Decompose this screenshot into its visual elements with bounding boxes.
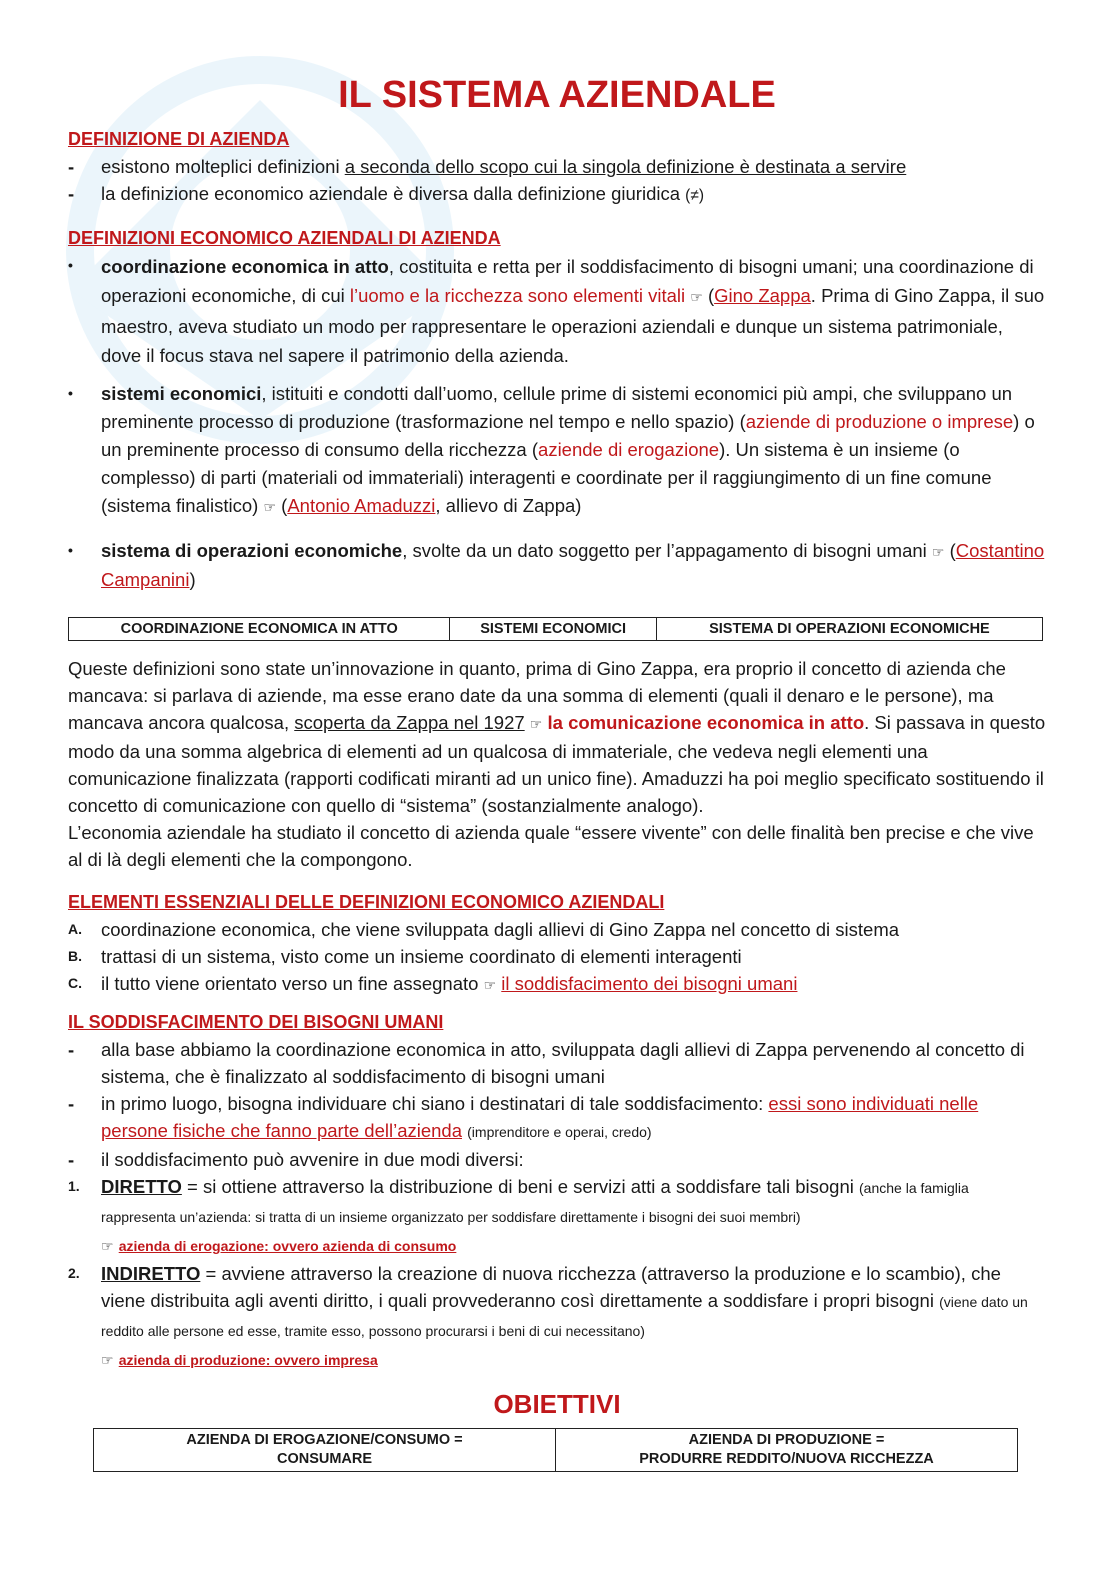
letter-marker: A. — [68, 921, 82, 937]
letter-marker: B. — [68, 948, 82, 964]
bullet-marker: • — [68, 385, 73, 401]
pointing-hand-icon: ☞ — [101, 1238, 114, 1254]
body-paragraph: L’economia aziendale ha studiato il concetto di azienda quale “essere vivente” con delle finalità ben precise e che vive al di là degli elementi che la compongono. — [68, 822, 1034, 870]
pointing-hand-icon: ☞ — [690, 289, 703, 305]
list-item-text: alla base abbiamo la coordinazione economica in atto, sviluppata dagli allievi di Zappa pervenendo al concetto di sistema, che è finalizzato al soddisfacimento di bisogni umani — [101, 1039, 1025, 1087]
dash-marker: - — [68, 1093, 75, 1114]
bullet-marker: • — [68, 257, 73, 273]
list-item-text: coordinazione economica, che viene sviluppata dagli allievi di Gino Zappa nel concetto di sistema — [101, 919, 900, 940]
body-paragraph: Queste definizioni sono state un’innovazione in quanto, prima di Gino Zappa, era proprio il concetto di azienda che mancava: si parlava di aziende, ma esse erano date da una somma di elementi (quali il denaro e le persone), ma mancava ancora qualcosa, scoperta da Zappa nel 1927 ☞ la comunicazione economica in atto. Si passava in questo modo da una somma algebrica di elementi ad un qualcosa di immateriale, che vedeva negli elementi una comunicazione finalizzata (rapporti codificati miranti ad un unico fine). Amaduzzi ha poi meglio specificato sostituendo il concetto di comunicazione con quello di “sistema” (sostanzialmente analogo). — [68, 658, 1046, 816]
letter-marker: C. — [68, 975, 82, 991]
section-heading-soddisfacimento: IL SODDISFACIMENTO DEI BISOGNI UMANI — [68, 1012, 444, 1032]
pointing-hand-icon: ☞ — [101, 1352, 114, 1368]
table-cell: AZIENDA DI PRODUZIONE = PRODURRE REDDITO/NUOVA RICCHEZZA — [556, 1429, 1018, 1472]
list-item — [68, 537, 1046, 593]
table-cell: SISTEMI ECONOMICI — [450, 618, 656, 641]
list-item — [68, 1260, 1046, 1374]
pointing-hand-icon: ☞ — [529, 716, 543, 732]
list-item — [68, 916, 1046, 943]
list-item-text: il soddisfacimento può avvenire in due modi diversi: — [101, 1149, 524, 1170]
list-item — [68, 1090, 1046, 1146]
dash-marker: - — [68, 183, 75, 204]
number-marker: 1. — [68, 1178, 80, 1194]
list-item-text: il tutto viene orientato verso un fine assegnato ☞ il soddisfacimento dei bisogni umani — [101, 973, 798, 994]
reference-link: Gino Zappa — [714, 285, 811, 306]
list-item — [68, 943, 1046, 970]
list-item-text: in primo luogo, bisogna individuare chi siano i destinatari di tale soddisfacimento: essi sono individuati nelle persone fisiche che fanno parte dell’azienda (imprenditore e operai, credo) — [101, 1093, 979, 1141]
objectives-title: OBIETTIVI — [493, 1389, 621, 1419]
dash-marker: - — [68, 1149, 75, 1170]
list-item-text: la definizione economico aziendale è diversa dalla definizione giuridica (≠) — [101, 183, 704, 204]
list-item — [68, 970, 1046, 999]
objectives-table — [93, 1428, 1018, 1472]
list-item — [68, 380, 1046, 521]
list-item — [68, 1173, 1046, 1260]
page-title: IL SISTEMA AZIENDALE — [338, 74, 776, 116]
list-item-text: DIRETTO = si ottiene attraverso la distribuzione di beni e servizi atti a soddisfare tali bisogni (anche la famiglia rappresenta un’azienda: si tratta di un insieme organizzato per soddisfare direttamente i bisogni dei suoi membri) ☞ azienda di erogazione: ovvero azienda di consumo — [101, 1176, 969, 1254]
list-item — [68, 1146, 1046, 1173]
definitions-table — [68, 617, 1043, 641]
table-cell: COORDINAZIONE ECONOMICA IN ATTO — [69, 618, 450, 641]
section-heading-definizioni-economico: DEFINIZIONI ECONOMICO AZIENDALI DI AZIENDA — [68, 228, 501, 248]
list-item-text: sistema di operazioni economiche, svolte da un dato soggetto per l’appagamento di bisogni umani ☞ (Costantino Campanini) — [101, 540, 1045, 590]
list-item-text: sistemi economici, istituiti e condotti dall’uomo, cellule prime di sistemi economici più ampi, che sviluppano un preminente processo di produzione (trasformazione nel tempo e nello spazio) (aziende di produzione o imprese) o un preminente processo di consumo della ricchezza (aziende di erogazione). Un sistema è un insieme (o complesso) di parti (materiali od immateriali) interagenti e coordinate per il raggiungimento di un fine comune (sistema finalistico) ☞ (Antonio Amaduzzi, allievo di Zappa) — [101, 383, 1035, 516]
reference-link: Costantino Campanini — [101, 540, 1045, 590]
list-item-text: trattasi di un sistema, visto come un insieme coordinato di elementi interagenti — [101, 946, 742, 967]
table-cell: SISTEMA DI OPERAZIONI ECONOMICHE — [656, 618, 1042, 641]
list-item — [68, 1036, 1046, 1090]
list-item — [68, 252, 1046, 370]
list-item-text: INDIRETTO = avviene attraverso la creazione di nuova ricchezza (attraverso la produzione e lo scambio), che viene distribuita agli aventi diritto, i quali provvederanno così direttamente a soddisfare i propri bisogni (viene dato un reddito alle persone ed esse, tramite esso, possono procurarsi i beni di cui necessitano) ☞ azienda di produzione: ovvero impresa — [101, 1263, 1028, 1368]
list-item-text: coordinazione economica in atto, costituita e retta per il soddisfacimento di bisogni umani; una coordinazione di operazioni economiche, di cui l’uomo e la ricchezza sono elementi vitali ☞ (Gino Zappa. Prima di Gino Zappa, il suo maestro, aveva studiato un modo per rappresentare le operazioni aziendali e dunque un sistema patrimoniale, dove il focus stava nel sapere il patrimonio della azienda. — [101, 256, 1045, 366]
list-item-text: esistono molteplici definizioni a seconda dello scopo cui la singola definizione è destinata a servire — [101, 156, 907, 177]
pointing-hand-icon: ☞ — [263, 499, 276, 515]
dash-marker: - — [68, 1039, 75, 1060]
table-cell: AZIENDA DI EROGAZIONE/CONSUMO = CONSUMARE — [94, 1429, 556, 1472]
section-heading-definizione: DEFINIZIONE DI AZIENDA — [68, 129, 290, 149]
bullet-marker: • — [68, 542, 73, 558]
reference-link: Antonio Amaduzzi — [287, 495, 436, 516]
list-item — [68, 153, 1046, 180]
pointing-hand-icon: ☞ — [483, 977, 497, 993]
section-heading-elementi: ELEMENTI ESSENZIALI DELLE DEFINIZIONI ECONOMICO AZIENDALI — [68, 892, 665, 912]
pointing-hand-icon: ☞ — [931, 544, 945, 560]
list-item — [68, 180, 1046, 209]
dash-marker: - — [68, 156, 75, 177]
number-marker: 2. — [68, 1265, 80, 1281]
